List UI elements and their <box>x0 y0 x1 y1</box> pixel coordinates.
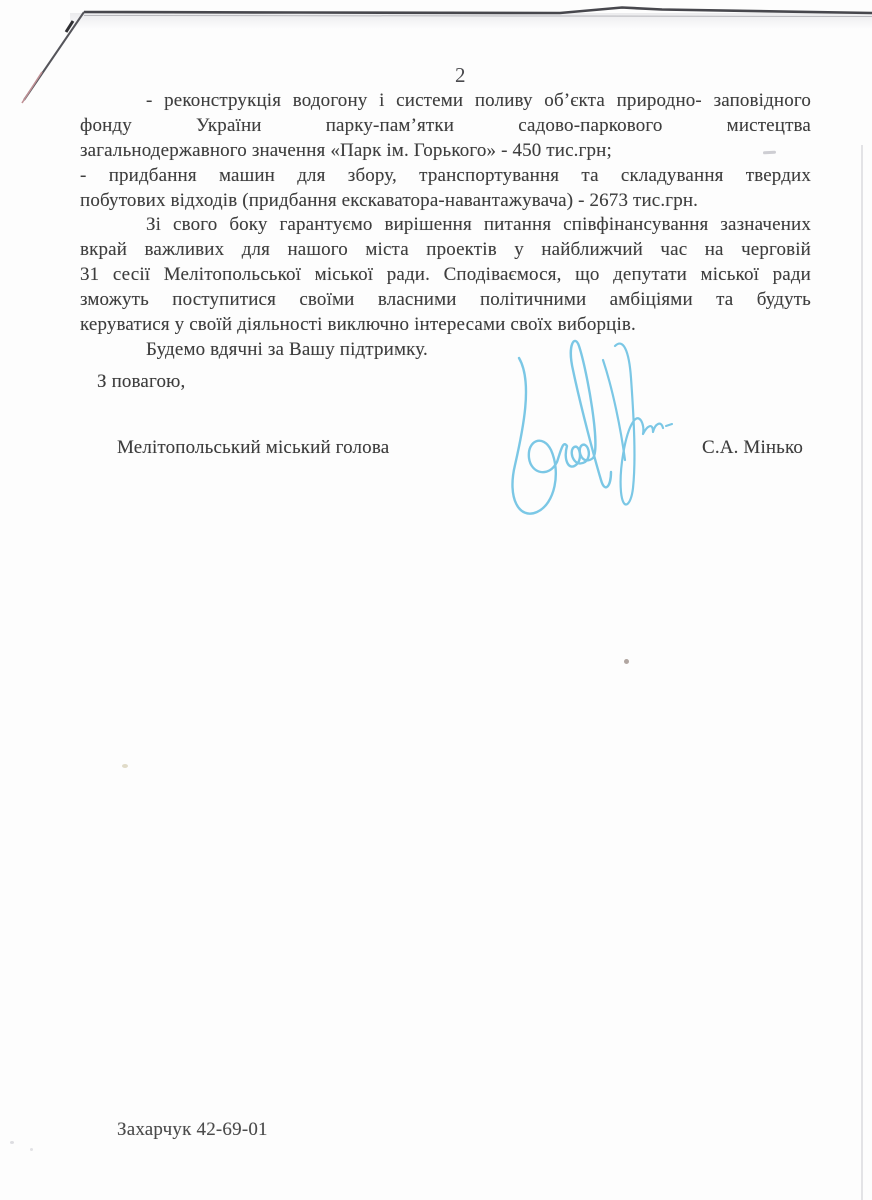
body-line: керуватися у своїй діяльності виключно інтересами своїх виборців. <box>80 314 636 336</box>
body-line: - придбання машин для збору, транспортування та складування твердих <box>80 164 811 186</box>
body-line: вкрай важливих для нашого міста проектів у найближчий час на черговій <box>80 239 811 261</box>
page-number: 2 <box>455 63 466 87</box>
body-line: 31 сесії Мелітопольської міської ради. Сподіваємося, що депутати міської ради <box>80 264 811 286</box>
body-line: загальнодержавного значення «Парк ім. Горького» - 450 тис.грн; <box>80 139 612 161</box>
signatory-name: С.А. Мінько <box>702 437 804 458</box>
scan-speck <box>624 659 629 664</box>
handwritten-signature-icon <box>503 330 673 530</box>
scan-speck <box>122 764 128 768</box>
executor-reference: Захарчук 42-69-01 <box>117 1119 268 1140</box>
closing-salutation: З повагою, <box>97 371 186 392</box>
body-line: фонду України парку-пам’ятки садово-паркового мистецтва <box>80 114 811 136</box>
letter-body <box>80 89 811 363</box>
body-line: Зі свого боку гарантуємо вирішення питання співфінансування зазначених <box>146 214 811 236</box>
scan-speck <box>30 1148 33 1151</box>
scan-right-edge-line <box>861 145 863 1200</box>
body-line: Будемо вдячні за Вашу підтримку. <box>146 338 428 360</box>
body-line: побутових відходів (придбання екскаватора-навантажувача) - 2673 тис.грн. <box>80 189 699 211</box>
body-line: - реконструкція водогону і системи поливу об’єкта природно- заповідного <box>146 90 811 111</box>
signatory-title: Мелітопольський міський голова <box>117 437 390 458</box>
scan-speck <box>10 1141 14 1144</box>
body-line: зможуть поступитися своїми власними політичними амбіціями та будуть <box>80 289 811 311</box>
